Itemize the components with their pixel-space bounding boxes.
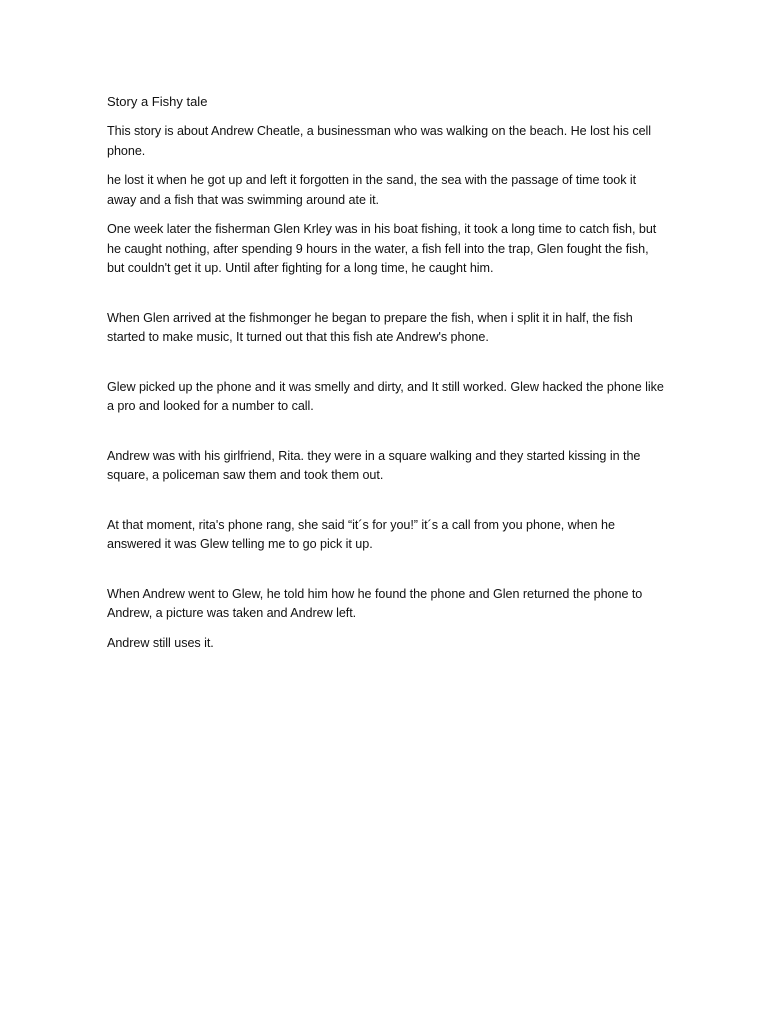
- paragraph-5: Glew picked up the phone and it was smelly and dirty, and It still worked. Glew hacked the phone like a pro and looked for a number to call.: [107, 379, 664, 413]
- paragraph-7: At that moment, rita's phone rang, she said “it´s for you!” it´s a call from you phone, when he answered it was Glew telling me to go pick it up.: [107, 517, 615, 551]
- document-title: Story a Fishy tale: [107, 94, 208, 109]
- paragraph-3: One week later the fisherman Glen Krley was in his boat fishing, it took a long time to catch fish, but he caught nothing, after spending 9 hours in the water, a fish fell into the trap, Glen fought the fish, but couldn't get it up. Until after fighting for a long time, he caught him.: [107, 222, 657, 275]
- paragraph-8: When Andrew went to Glew, he told him how he found the phone and Glen returned the phone to Andrew, a picture was taken and Andrew left.: [107, 586, 643, 620]
- paragraph-1: This story is about Andrew Cheatle, a businessman who was walking on the beach. He lost his cell phone.: [107, 124, 652, 158]
- paragraph-2: he lost it when he got up and left it forgotten in the sand, the sea with the passage of time took it away and a fish that was swimming around ate it.: [107, 173, 637, 207]
- paragraph-9: Andrew still uses it.: [107, 635, 214, 650]
- paragraph-6: Andrew was with his girlfriend, Rita. they were in a square walking and they started kissing in the square, a policeman saw them and took them out.: [107, 448, 641, 482]
- document-body: [107, 92, 667, 663]
- paragraph-4: When Glen arrived at the fishmonger he began to prepare the fish, when i split it in half, the fish started to make music, It turned out that this fish ate Andrew's phone.: [107, 310, 633, 344]
